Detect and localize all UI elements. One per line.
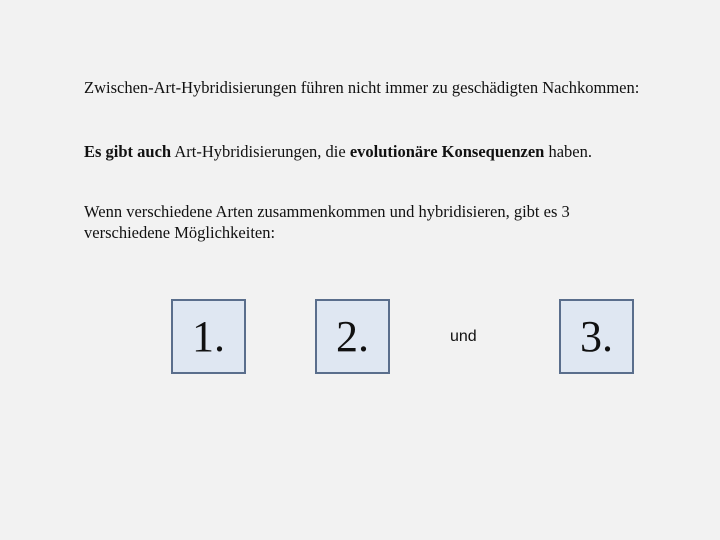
option-box-2[interactable]: 2. xyxy=(315,299,390,374)
middle-text: Art-Hybridisierungen, die xyxy=(171,142,350,161)
bold-phrase-es-gibt-auch: Es gibt auch xyxy=(84,142,172,161)
bold-phrase-evolutionaere-konsequenzen: evolutionäre Konsequenzen xyxy=(349,142,545,161)
possibilities-paragraph: Wenn verschiedene Arten zusammenkommen und hybridisieren, gibt es 3 verschiedene Möglichkeiten: xyxy=(84,202,570,242)
connector-und: und xyxy=(450,328,477,345)
end-text: haben. xyxy=(544,142,592,161)
option-box-3[interactable]: 3. xyxy=(559,299,634,374)
intro-paragraph: Zwischen-Art-Hybridisierungen führen nicht immer zu geschädigten Nachkommen: xyxy=(84,78,640,97)
consequence-paragraph xyxy=(84,141,704,162)
option-box-1[interactable]: 1. xyxy=(171,299,246,374)
